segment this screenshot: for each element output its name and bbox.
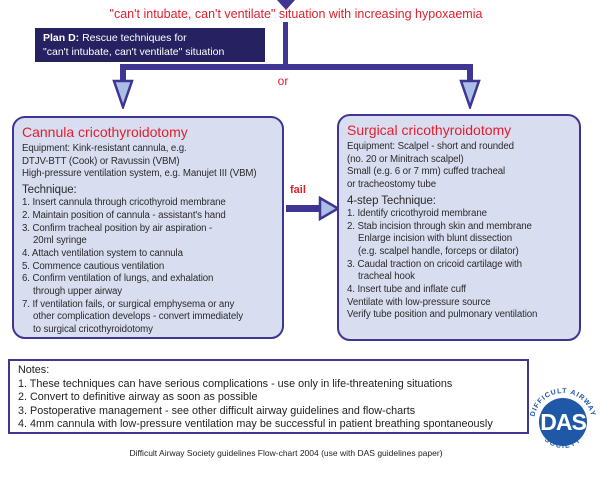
box-line: Enlarge incision with blunt dissection — [358, 233, 512, 245]
horizontal-connector — [120, 64, 473, 70]
box-line: High-pressure ventilation system, e.g. Manujet III (VBM) — [22, 168, 257, 180]
box-line: through upper airway — [33, 286, 123, 298]
fail-arrow-icon — [286, 196, 340, 222]
box-line: 2. Maintain position of cannula - assistant's hand — [22, 209, 226, 221]
box-line: 1. Insert cannula through cricothyroid membrane — [22, 197, 226, 209]
plan-d-label: Plan D: — [43, 32, 80, 44]
box-line: 6. Confirm ventilation of lungs, and exhalation — [22, 273, 214, 285]
center-vertical-connector — [283, 22, 288, 70]
notes-line: 4. 4mm cannula with low-pressure ventilation may be successful in patient breathing spontaneously — [18, 418, 493, 431]
plan-d-box — [35, 28, 265, 62]
plan-d-line1 — [43, 31, 265, 45]
das-logo-top-text: DIFFICULT AIRWAY — [529, 387, 597, 418]
box-line: 4. Insert tube and inflate cuff — [347, 284, 466, 296]
cannula-cricothyroidotomy-box — [12, 116, 284, 339]
warning-text: "can't intubate, can't ventilate" situation with increasing hypoxaemia — [109, 7, 483, 21]
box-line: DTJV-BTT (Cook) or Ravussin (VBM) — [22, 155, 180, 167]
surgical-cricothyroidotomy-box — [337, 114, 581, 341]
left-down-arrowhead-icon — [111, 79, 135, 109]
box-line: 3. Confirm tracheal position by air aspiration - — [22, 222, 213, 234]
notes-box — [8, 359, 529, 434]
notes-line: 3. Postoperative management - see other difficult airway guidelines and flow-charts — [18, 404, 416, 417]
box-line: (no. 20 or Minitrach scalpel) — [347, 153, 464, 165]
box-line: or tracheostomy tube — [347, 179, 437, 191]
box-line: 3. Caudal traction on cricoid cartilage with — [347, 258, 522, 270]
box-line: Small (e.g. 6 or 7 mm) cuffed tracheal — [347, 166, 506, 178]
box-line: 2. Stab incision through skin and membrane — [347, 220, 532, 232]
das-logo-icon — [527, 384, 599, 456]
box-line: Equipment: Scalpel - short and rounded — [347, 141, 514, 152]
das-logo-bottom-text: SOCIETY — [543, 436, 583, 451]
fail-label: fail — [290, 184, 306, 196]
box-line: other complication develops - convert immediately — [33, 311, 243, 323]
das-logo-center-text: DAS — [540, 409, 586, 435]
or-label: or — [277, 74, 289, 88]
box-line: Equipment: Kink-resistant cannula, e.g. — [22, 143, 187, 154]
footer-caption: Difficult Airway Society guidelines Flow-chart 2004 (use with DAS guidelines paper) — [129, 448, 443, 458]
notes-heading: Notes: — [18, 364, 50, 376]
box-line: to surgical cricothyroidotomy — [33, 324, 153, 336]
notes-line: 1. These techniques can have serious complications - use only in life-threatening situations — [18, 377, 453, 390]
box-line: (e.g. scalpel handle, forceps or dilator) — [358, 245, 519, 257]
box-line: 5. Commence cautious ventilation — [22, 260, 165, 272]
box-line: 4. Attach ventilation system to cannula — [22, 247, 183, 259]
plan-d-line2: "can't intubate, can't ventilate" situation — [43, 46, 225, 58]
box-line: 1. Identify cricothyroid membrane — [347, 207, 487, 219]
box-line: 7. If ventilation fails, or surgical emphysema or any — [22, 298, 235, 310]
right-down-arrowhead-icon — [458, 79, 482, 109]
plan-d-line1-rest: Rescue techniques for — [79, 32, 187, 44]
box-line: Verify tube position and pulmonary ventilation — [347, 309, 538, 321]
right-box-title: Surgical cricothyroidotomy — [347, 122, 512, 138]
box-subheading: Technique: — [22, 184, 77, 197]
notes-line: 2. Convert to definitive airway as soon as possible — [18, 391, 258, 404]
left-box-title: Cannula cricothyroidotomy — [22, 124, 188, 140]
box-line: 20ml syringe — [33, 235, 87, 247]
box-line: Ventilate with low-pressure source — [347, 296, 491, 308]
box-subheading: 4-step Technique: — [347, 194, 436, 207]
box-line: tracheal hook — [358, 271, 415, 283]
